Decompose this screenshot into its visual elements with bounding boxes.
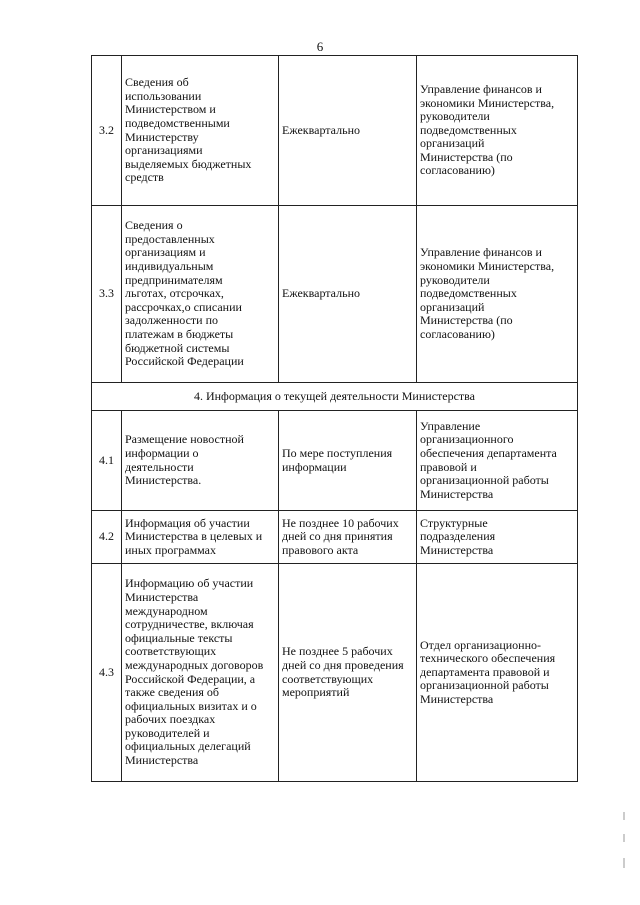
period-cell: По мере поступления информации: [279, 411, 417, 511]
row-number: 3.3: [92, 206, 122, 383]
period-cell: Ежеквартально: [279, 206, 417, 383]
period-cell: Не позднее 10 рабочих дней со дня принятия правового акта: [279, 511, 417, 564]
row-number: 3.2: [92, 56, 122, 206]
responsible-cell: Управление финансов и экономики Министерства, руководители подведомственных организаций Министерства (по согласованию): [417, 206, 578, 383]
period-cell: Не позднее 5 рабочих дней со дня проведения соответствующих мероприятий: [279, 564, 417, 782]
responsible-cell: Управление финансов и экономики Министерства, руководители подведомственных организаций Министерства (по согласованию): [417, 56, 578, 206]
scan-mark-icon: [622, 812, 626, 872]
info-cell: Сведения об использовании Министерством и подведомственными Министерству организациями выделяемых бюджетных средств: [122, 56, 279, 206]
page-number: 6: [316, 39, 324, 54]
info-cell: Сведения о предоставленных организациям и индивидуальным предпринимателям льготах, отсрочках, рассрочках,о списании задолженности по платежам в бюджеты бюджетной системы Российской Федерации: [122, 206, 279, 383]
responsible-cell: Отдел организационно- технического обеспечения департамента правовой и организационной работы Министерства: [417, 564, 578, 782]
responsible-cell: Управление организационного обеспечения департамента правовой и организационной работы Министерства: [417, 411, 578, 511]
table-row: [92, 56, 578, 206]
info-cell: Информацию об участии Министерства международном сотрудничестве, включая официальные тексты соответствующих международных договоров Российской Федерации, а также сведения об официальных визитах и о рабочих поездках руководителей и официальных делегаций Министерства: [122, 564, 279, 782]
period-cell: Ежеквартально: [279, 56, 417, 206]
table-row: [92, 206, 578, 383]
section-header-row: [92, 383, 578, 411]
row-number: 4.3: [92, 564, 122, 782]
responsible-cell: Структурные подразделения Министерства: [417, 511, 578, 564]
table-row: [92, 411, 578, 511]
row-number: 4.2: [92, 511, 122, 564]
row-number: 4.1: [92, 411, 122, 511]
info-cell: Размещение новостной информации о деятельности Министерства.: [122, 411, 279, 511]
table-row: [92, 564, 578, 782]
section-title: 4. Информация о текущей деятельности Министерства: [92, 383, 578, 411]
info-cell: Информация об участии Министерства в целевых и иных программах: [122, 511, 279, 564]
information-table: [91, 55, 578, 782]
table-row: [92, 511, 578, 564]
